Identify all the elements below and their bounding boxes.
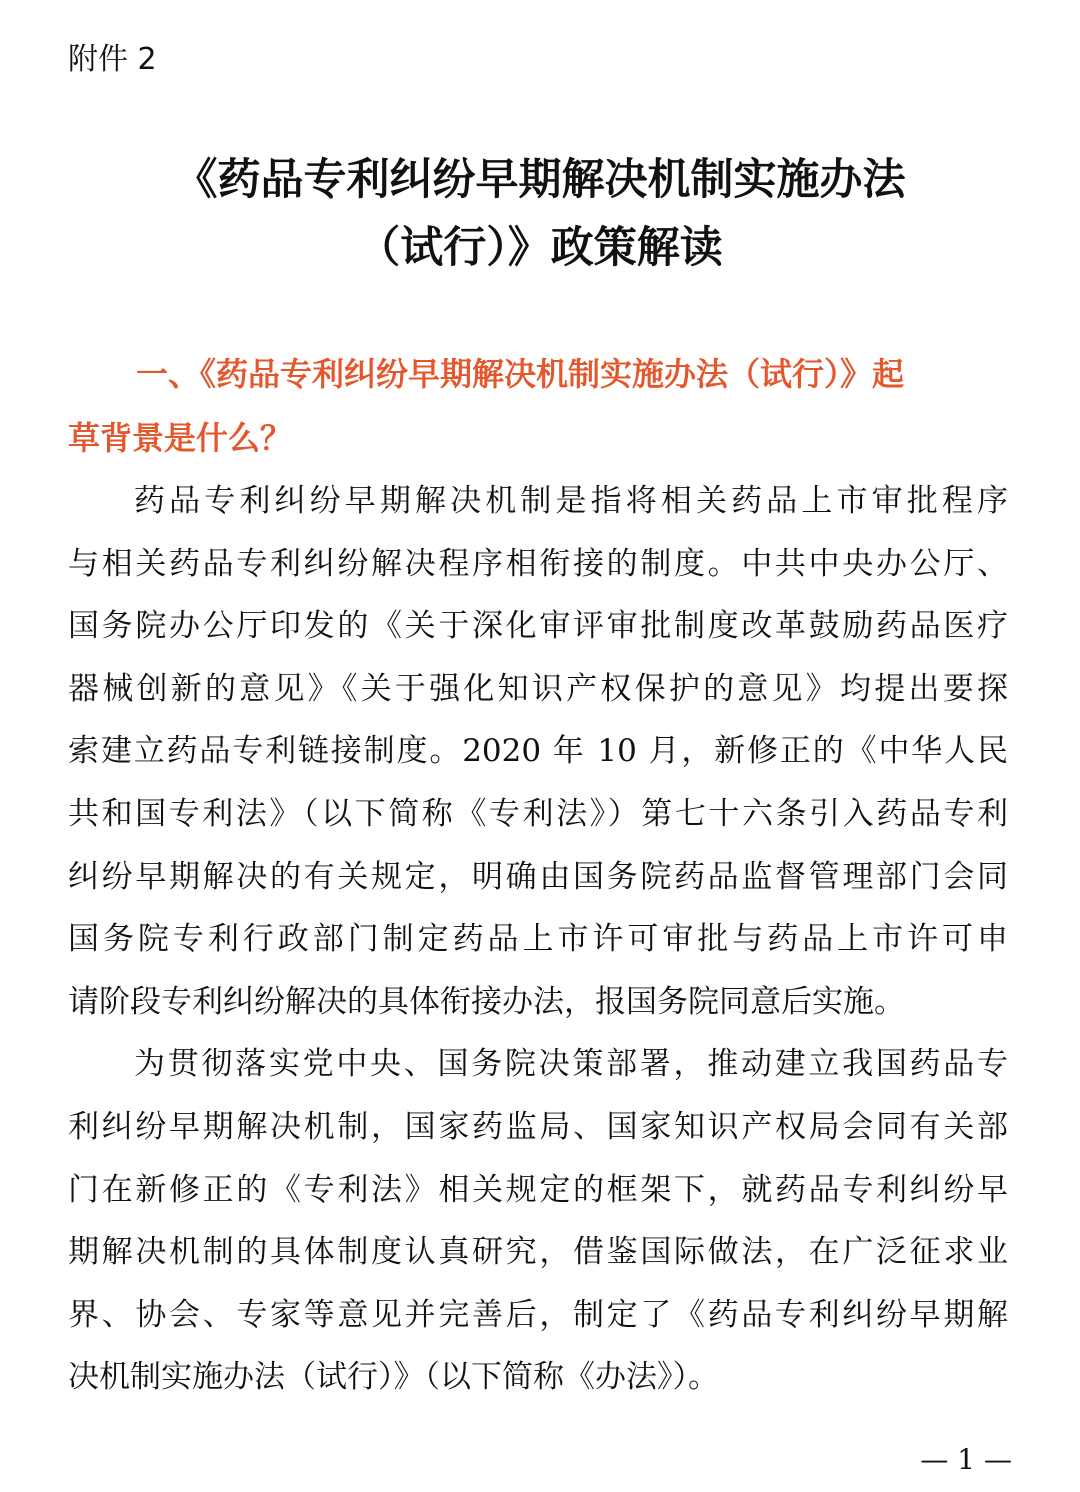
- page-number: — 1 —: [920, 1443, 1012, 1476]
- paragraph-line: 门在新修正的《专利法》相关规定的框架下，就药品专利纠纷早: [68, 1171, 1008, 1208]
- title-line-1: 《药品专利纠纷早期解决机制实施办法: [174, 155, 906, 205]
- paragraph-line: 请阶段专利纠纷解决的具体衔接办法，报国务院同意后实施。: [68, 983, 905, 1020]
- paragraph-line: 与相关药品专利纠纷解决程序相衔接的制度。中共中央办公厅、: [68, 545, 1008, 582]
- paragraph-line: 利纠纷早期解决机制，国家药监局、国家知识产权局会同有关部: [68, 1108, 1008, 1145]
- section-heading-line-2: 草背景是什么？: [68, 419, 293, 457]
- section-heading: [68, 342, 1008, 470]
- section-heading-line-1: 一、《药品专利纠纷早期解决机制实施办法（试行）》起: [136, 355, 905, 393]
- paragraph-line: 药品专利纠纷早期解决机制是指将相关药品上市审批程序: [134, 483, 1008, 519]
- paragraph-line: 为贯彻落实党中央、国务院决策部署，推动建立我国药品专: [134, 1046, 1008, 1083]
- paragraph-1: [68, 470, 1008, 1033]
- document-title: [60, 146, 1020, 282]
- title-line-2: （试行）》政策解读: [357, 223, 723, 273]
- paragraph-line: 索建立药品专利链接制度。2020 年 10 月，新修正的《中华人民: [68, 733, 1008, 770]
- paragraph-line: 决机制实施办法（试行）》（以下简称《办法》）。: [68, 1359, 719, 1396]
- paragraph-line: 国务院办公厅印发的《关于深化审评审批制度改革鼓励药品医疗: [68, 608, 1008, 645]
- attachment-label: 附件 2: [68, 42, 157, 77]
- body-text: [68, 470, 1008, 1409]
- paragraph-line: 纠纷早期解决的有关规定，明确由国务院药品监督管理部门会同: [68, 858, 1008, 895]
- paragraph-line: 共和国专利法》（以下简称《专利法》）第七十六条引入药品专利: [68, 795, 1008, 832]
- paragraph-line: 期解决机制的具体制度认真研究，借鉴国际做法，在广泛征求业: [68, 1234, 1008, 1271]
- paragraph-2: [68, 1033, 1008, 1409]
- paragraph-line: 国务院专利行政部门制定药品上市许可审批与药品上市许可申: [68, 921, 1008, 958]
- paragraph-line: 器械创新的意见》《关于强化知识产权保护的意见》均提出要探: [68, 670, 1008, 707]
- paragraph-line: 界、协会、专家等意见并完善后，制定了《药品专利纠纷早期解: [68, 1296, 1008, 1333]
